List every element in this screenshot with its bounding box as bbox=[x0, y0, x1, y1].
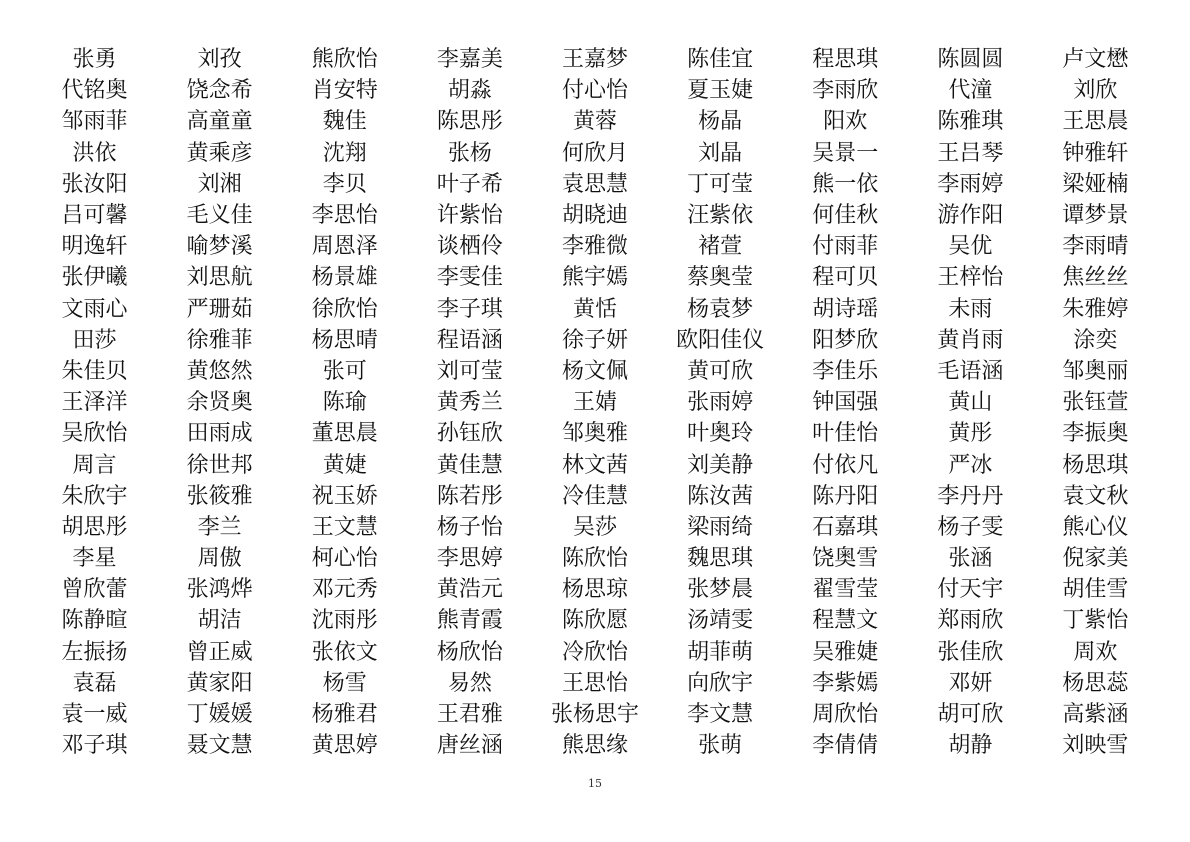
name-cell: 邓妍 bbox=[948, 670, 993, 696]
name-cell: 严珊茹 bbox=[186, 296, 253, 322]
name-cell: 周欢 bbox=[1073, 639, 1118, 665]
name-cell: 叶子希 bbox=[436, 171, 503, 197]
name-cell: 陈静暄 bbox=[61, 608, 128, 634]
name-cell: 褚萱 bbox=[698, 234, 743, 260]
name-cell: 张梦晨 bbox=[687, 577, 754, 603]
name-cell: 邓子琪 bbox=[61, 733, 128, 759]
name-cell: 周恩泽 bbox=[311, 234, 378, 260]
name-cell: 杨子雯 bbox=[937, 514, 1004, 540]
name-cell: 黄秀兰 bbox=[436, 390, 503, 416]
name-cell: 饶念希 bbox=[186, 78, 253, 104]
name-cell: 李雨婷 bbox=[937, 171, 1004, 197]
name-cell: 徐欣怡 bbox=[311, 296, 378, 322]
name-cell: 黄浩元 bbox=[436, 577, 503, 603]
name-cell: 丁紫怡 bbox=[1062, 608, 1129, 634]
name-cell: 黄肖雨 bbox=[937, 327, 1004, 353]
name-cell: 蔡奥莹 bbox=[687, 265, 754, 291]
name-cell: 杨思琼 bbox=[561, 577, 628, 603]
name-cell: 袁一威 bbox=[61, 702, 128, 728]
name-cell: 陈佳宜 bbox=[687, 47, 754, 73]
name-cell: 陈思彤 bbox=[436, 109, 503, 135]
name-cell: 袁文秋 bbox=[1062, 483, 1129, 509]
name-cell: 胡晓迪 bbox=[561, 203, 628, 229]
name-cell: 黄佳慧 bbox=[436, 452, 503, 478]
name-cell: 熊心仪 bbox=[1062, 514, 1129, 540]
name-cell: 卢文懋 bbox=[1062, 47, 1129, 73]
name-cell: 邹雨菲 bbox=[61, 109, 128, 135]
name-cell: 杨雅君 bbox=[311, 702, 378, 728]
name-cell: 明逸轩 bbox=[61, 234, 128, 260]
name-cell: 黄彤 bbox=[948, 421, 993, 447]
name-cell: 程慧文 bbox=[812, 608, 879, 634]
name-cell: 刘思航 bbox=[186, 265, 253, 291]
name-cell: 沈雨彤 bbox=[311, 608, 378, 634]
name-cell: 李思婷 bbox=[436, 546, 503, 572]
name-cell: 陈丹阳 bbox=[812, 483, 879, 509]
name-cell: 张汝阳 bbox=[61, 171, 128, 197]
name-cell: 王吕琴 bbox=[937, 140, 1004, 166]
name-cell: 汤靖雯 bbox=[687, 608, 754, 634]
name-cell: 沈翔 bbox=[322, 140, 367, 166]
name-cell: 付雨菲 bbox=[812, 234, 879, 260]
name-cell: 吕可馨 bbox=[61, 203, 128, 229]
name-cell: 周傲 bbox=[197, 546, 242, 572]
name-cell: 张伊曦 bbox=[61, 265, 128, 291]
name-cell: 熊欣怡 bbox=[311, 47, 378, 73]
name-cell: 曾欣蕾 bbox=[61, 577, 128, 603]
name-cell: 胡淼 bbox=[447, 78, 492, 104]
name-cell: 王君雅 bbox=[436, 702, 503, 728]
name-cell: 张可 bbox=[322, 358, 367, 384]
name-cell: 吴雅婕 bbox=[812, 639, 879, 665]
name-cell: 李嘉美 bbox=[436, 47, 503, 73]
name-cell: 黄可欣 bbox=[687, 358, 754, 384]
name-cell: 陈欣愿 bbox=[561, 608, 628, 634]
name-cell: 魏思琪 bbox=[687, 546, 754, 572]
name-cell: 余贤奥 bbox=[186, 390, 253, 416]
name-cell: 陈雅琪 bbox=[937, 109, 1004, 135]
name-cell: 李丹丹 bbox=[937, 483, 1004, 509]
name-cell: 易然 bbox=[447, 670, 492, 696]
name-cell: 祝玉娇 bbox=[311, 483, 378, 509]
name-cell: 邓元秀 bbox=[311, 577, 378, 603]
name-cell: 胡静 bbox=[948, 733, 993, 759]
name-cell: 李紫嫣 bbox=[812, 670, 879, 696]
name-cell: 张涵 bbox=[948, 546, 993, 572]
name-cell: 朱欣宇 bbox=[61, 483, 128, 509]
name-cell: 董思晨 bbox=[311, 421, 378, 447]
name-cell: 袁思慧 bbox=[561, 171, 628, 197]
name-cell: 丁可莹 bbox=[687, 171, 754, 197]
name-cell: 黄恬 bbox=[572, 296, 617, 322]
name-cell: 黄家阳 bbox=[186, 670, 253, 696]
name-cell: 文雨心 bbox=[61, 296, 128, 322]
name-cell: 洪依 bbox=[72, 140, 117, 166]
name-cell: 丁媛媛 bbox=[186, 702, 253, 728]
name-cell: 陈若彤 bbox=[436, 483, 503, 509]
name-cell: 张勇 bbox=[72, 47, 117, 73]
name-cell: 王梓怡 bbox=[937, 265, 1004, 291]
name-cell: 刘欣 bbox=[1073, 78, 1118, 104]
name-cell: 李佳乐 bbox=[812, 358, 879, 384]
name-cell: 严冰 bbox=[948, 452, 993, 478]
name-cell: 胡诗瑶 bbox=[812, 296, 879, 322]
name-cell: 胡可欣 bbox=[937, 702, 1004, 728]
name-cell: 毛义佳 bbox=[186, 203, 253, 229]
name-cell: 阳欢 bbox=[823, 109, 868, 135]
name-cell: 程思琪 bbox=[812, 47, 879, 73]
name-cell: 程可贝 bbox=[812, 265, 879, 291]
name-cell: 邹奥丽 bbox=[1062, 358, 1129, 384]
name-cell: 冷佳慧 bbox=[561, 483, 628, 509]
name-cell: 叶奥玲 bbox=[687, 421, 754, 447]
name-cell: 张佳欣 bbox=[937, 639, 1004, 665]
name-cell: 何欣月 bbox=[561, 140, 628, 166]
name-cell: 胡菲萌 bbox=[687, 639, 754, 665]
name-cell: 吴优 bbox=[948, 234, 993, 260]
name-cell: 陈瑜 bbox=[322, 390, 367, 416]
name-cell: 杨文佩 bbox=[561, 358, 628, 384]
name-cell: 未雨 bbox=[948, 296, 993, 322]
name-cell: 林文茜 bbox=[561, 452, 628, 478]
name-cell: 张雨婷 bbox=[687, 390, 754, 416]
name-cell: 聂文慧 bbox=[186, 733, 253, 759]
name-cell: 陈圆圆 bbox=[937, 47, 1004, 73]
name-cell: 王文慧 bbox=[311, 514, 378, 540]
name-cell: 张钰萱 bbox=[1062, 390, 1129, 416]
name-cell: 焦丝丝 bbox=[1062, 265, 1129, 291]
name-cell: 胡佳雪 bbox=[1062, 577, 1129, 603]
name-cell: 吴欣怡 bbox=[61, 421, 128, 447]
name-cell: 杨思晴 bbox=[311, 327, 378, 353]
name-cell: 左振扬 bbox=[61, 639, 128, 665]
name-cell: 梁雨绮 bbox=[687, 514, 754, 540]
name-cell: 徐世邦 bbox=[186, 452, 253, 478]
name-cell: 袁磊 bbox=[72, 670, 117, 696]
name-cell: 夏玉婕 bbox=[687, 78, 754, 104]
name-cell: 李星 bbox=[72, 546, 117, 572]
name-cell: 李贝 bbox=[322, 171, 367, 197]
name-cell: 周言 bbox=[72, 452, 117, 478]
name-cell: 李雨晴 bbox=[1062, 234, 1129, 260]
name-cell: 李雨欣 bbox=[812, 78, 879, 104]
name-cell: 梁娅楠 bbox=[1062, 171, 1129, 197]
name-cell: 陈欣怡 bbox=[561, 546, 628, 572]
name-cell: 张杨思宇 bbox=[550, 702, 639, 728]
name-cell: 王嘉梦 bbox=[561, 47, 628, 73]
name-cell: 向欣宇 bbox=[687, 670, 754, 696]
name-cell: 吴莎 bbox=[572, 514, 617, 540]
name-cell: 钟雅轩 bbox=[1062, 140, 1129, 166]
name-cell: 熊青霞 bbox=[436, 608, 503, 634]
name-cell: 张筱雅 bbox=[186, 483, 253, 509]
name-cell: 胡思彤 bbox=[61, 514, 128, 540]
page-number: 15 bbox=[588, 777, 602, 790]
name-cell: 刘映雪 bbox=[1062, 733, 1129, 759]
name-cell: 代铭奥 bbox=[61, 78, 128, 104]
name-cell: 杨思蕊 bbox=[1062, 670, 1129, 696]
name-cell: 张萌 bbox=[698, 733, 743, 759]
name-cell: 叶佳怡 bbox=[812, 421, 879, 447]
name-cell: 黄蓉 bbox=[572, 109, 617, 135]
name-cell: 黄乘彦 bbox=[186, 140, 253, 166]
name-cell: 代潼 bbox=[948, 78, 993, 104]
name-cell: 张鸿烨 bbox=[186, 577, 253, 603]
name-cell: 刘湘 bbox=[197, 171, 242, 197]
name-cell: 杨袁梦 bbox=[687, 296, 754, 322]
name-cell: 杨雪 bbox=[322, 670, 367, 696]
name-cell: 黄悠然 bbox=[186, 358, 253, 384]
name-cell: 孙钰欣 bbox=[436, 421, 503, 447]
name-cell: 李倩倩 bbox=[812, 733, 879, 759]
name-cell: 刘可莹 bbox=[436, 358, 503, 384]
name-cell: 饶奥雪 bbox=[812, 546, 879, 572]
name-cell: 李振奥 bbox=[1062, 421, 1129, 447]
name-cell: 付心怡 bbox=[561, 78, 628, 104]
name-grid bbox=[32, 42, 1158, 759]
name-cell: 翟雪莹 bbox=[812, 577, 879, 603]
name-cell: 熊思缘 bbox=[561, 733, 628, 759]
name-cell: 柯心怡 bbox=[311, 546, 378, 572]
name-cell: 徐雅菲 bbox=[186, 327, 253, 353]
name-cell: 张依文 bbox=[311, 639, 378, 665]
name-cell: 李文慧 bbox=[687, 702, 754, 728]
name-cell: 邹奥雅 bbox=[561, 421, 628, 447]
name-cell: 刘晶 bbox=[698, 140, 743, 166]
name-cell: 徐子妍 bbox=[561, 327, 628, 353]
name-cell: 喻梦溪 bbox=[186, 234, 253, 260]
name-cell: 杨欣怡 bbox=[436, 639, 503, 665]
name-cell: 王泽洋 bbox=[61, 390, 128, 416]
name-cell: 李子琪 bbox=[436, 296, 503, 322]
name-cell: 魏佳 bbox=[322, 109, 367, 135]
name-cell: 吴景一 bbox=[812, 140, 879, 166]
name-cell: 田雨成 bbox=[186, 421, 253, 447]
name-cell: 郑雨欣 bbox=[937, 608, 1004, 634]
name-cell: 王婧 bbox=[572, 390, 617, 416]
name-cell: 胡洁 bbox=[197, 608, 242, 634]
name-cell: 杨晶 bbox=[698, 109, 743, 135]
name-cell: 黄思婷 bbox=[311, 733, 378, 759]
name-cell: 张杨 bbox=[447, 140, 492, 166]
name-cell: 黄婕 bbox=[322, 452, 367, 478]
name-cell: 李雯佳 bbox=[436, 265, 503, 291]
name-cell: 欧阳佳仪 bbox=[676, 327, 765, 353]
name-cell: 付依凡 bbox=[812, 452, 879, 478]
name-cell: 朱佳贝 bbox=[61, 358, 128, 384]
name-cell: 付天宇 bbox=[937, 577, 1004, 603]
name-cell: 杨子怡 bbox=[436, 514, 503, 540]
name-cell: 王思晨 bbox=[1062, 109, 1129, 135]
name-cell: 石嘉琪 bbox=[812, 514, 879, 540]
name-cell: 刘美静 bbox=[687, 452, 754, 478]
name-cell: 游作阳 bbox=[937, 203, 1004, 229]
name-cell: 倪家美 bbox=[1062, 546, 1129, 572]
name-cell: 周欣怡 bbox=[812, 702, 879, 728]
name-cell: 田莎 bbox=[72, 327, 117, 353]
name-cell: 程语涵 bbox=[436, 327, 503, 353]
name-cell: 谈栖伶 bbox=[436, 234, 503, 260]
name-cell: 李兰 bbox=[197, 514, 242, 540]
name-cell: 高童童 bbox=[186, 109, 253, 135]
name-cell: 何佳秋 bbox=[812, 203, 879, 229]
name-cell: 朱雅婷 bbox=[1062, 296, 1129, 322]
name-cell: 李思怡 bbox=[311, 203, 378, 229]
name-cell: 杨景雄 bbox=[311, 265, 378, 291]
name-cell: 阳梦欣 bbox=[812, 327, 879, 353]
name-cell: 高紫涵 bbox=[1062, 702, 1129, 728]
name-cell: 许紫怡 bbox=[436, 203, 503, 229]
name-cell: 冷欣怡 bbox=[561, 639, 628, 665]
name-cell: 李雅微 bbox=[561, 234, 628, 260]
name-cell: 黄山 bbox=[948, 390, 993, 416]
name-cell: 谭梦景 bbox=[1062, 203, 1129, 229]
name-cell: 肖安特 bbox=[311, 78, 378, 104]
name-cell: 陈汝茜 bbox=[687, 483, 754, 509]
name-cell: 汪紫依 bbox=[687, 203, 754, 229]
name-cell: 钟国强 bbox=[812, 390, 879, 416]
name-cell: 毛语涵 bbox=[937, 358, 1004, 384]
name-cell: 唐丝涵 bbox=[436, 733, 503, 759]
name-cell: 刘孜 bbox=[197, 47, 242, 73]
name-cell: 王思怡 bbox=[561, 670, 628, 696]
name-cell: 杨思琪 bbox=[1062, 452, 1129, 478]
name-cell: 熊宇嫣 bbox=[561, 265, 628, 291]
name-cell: 熊一依 bbox=[812, 171, 879, 197]
name-cell: 曾正威 bbox=[186, 639, 253, 665]
name-cell: 涂奕 bbox=[1073, 327, 1118, 353]
